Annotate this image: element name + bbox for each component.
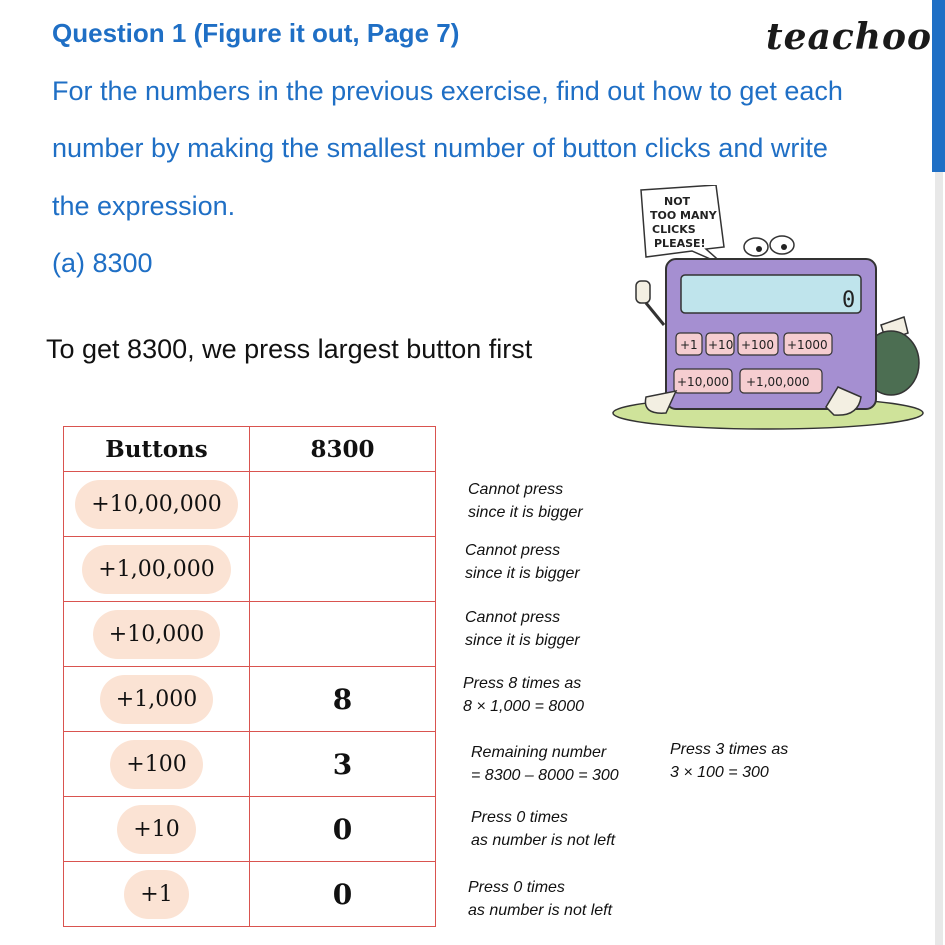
speech-line-3: CLICKS xyxy=(652,223,696,236)
table-row xyxy=(64,667,436,732)
question-heading: Question 1 (Figure it out, Page 7) xyxy=(52,18,460,48)
question-line-3: the expression. xyxy=(52,191,236,221)
note-row-5: Remaining number = 8300 – 8000 = 300 xyxy=(471,744,619,784)
note-row-6: Press 0 times as number is not left xyxy=(471,809,616,849)
calc-key-plus-100000: +1,00,000 xyxy=(746,375,810,389)
intro-text: To get 8300, we press largest button first xyxy=(46,334,533,364)
note-row-1: Cannot press since it is bigger xyxy=(468,481,583,521)
header-buttons: Buttons xyxy=(64,427,250,472)
button-plus-1: +1 xyxy=(124,870,188,919)
button-plus-1000: +1,000 xyxy=(100,675,213,724)
speech-line-4: PLEASE! xyxy=(654,237,706,250)
button-plus-100000: +1,00,000 xyxy=(82,545,230,594)
calc-key-plus-1000: +1000 xyxy=(787,338,828,352)
scrollbar[interactable] xyxy=(931,0,945,945)
count-plus-1000: 8 xyxy=(332,682,353,716)
header-8300: 8300 xyxy=(250,427,436,472)
note-row-4: Press 8 times as 8 × 1,000 = 8000 xyxy=(463,675,584,715)
calc-key-plus-10000: +10,000 xyxy=(677,375,730,389)
button-plus-10000: +10,000 xyxy=(93,610,220,659)
button-plus-10: +10 xyxy=(117,805,195,854)
question-part-a: (a) 8300 xyxy=(52,248,153,278)
speech-line-2: TOO MANY xyxy=(650,209,717,222)
table-header-row xyxy=(64,427,436,472)
count-plus-1: 0 xyxy=(332,877,353,911)
table-row xyxy=(64,732,436,797)
count-plus-100: 3 xyxy=(332,747,353,781)
scrollbar-thumb[interactable] xyxy=(932,0,945,172)
speech-line-1: NOT xyxy=(664,195,691,208)
button-plus-1000000: +10,00,000 xyxy=(75,480,237,529)
question-line-2: number by making the smallest number of button clicks and write xyxy=(52,133,828,163)
table-row xyxy=(64,797,436,862)
button-plus-100: +100 xyxy=(110,740,202,789)
calc-key-plus-10: +10 xyxy=(708,338,734,352)
calculator-display: 0 xyxy=(842,288,856,313)
scrollbar-track[interactable] xyxy=(935,172,943,945)
note-row-7: Press 0 times as number is not left xyxy=(468,879,613,919)
note-row-2: Cannot press since it is bigger xyxy=(465,542,580,582)
question-line-1: For the numbers in the previous exercise, find out how to get each xyxy=(52,76,843,106)
table-row xyxy=(64,537,436,602)
teachoo-logo: teachoo xyxy=(766,16,932,58)
calc-key-plus-100: +100 xyxy=(741,338,774,352)
calc-key-plus-1: +1 xyxy=(680,338,698,352)
buttons-table xyxy=(63,426,436,927)
count-plus-10: 0 xyxy=(332,812,353,846)
table-row xyxy=(64,602,436,667)
note-row-3: Cannot press since it is bigger xyxy=(465,609,580,649)
note-row-5-side: Press 3 times as 3 × 100 = 300 xyxy=(670,741,789,781)
table-row xyxy=(64,472,436,537)
calculator-cartoon xyxy=(606,185,931,435)
table-row xyxy=(64,862,436,927)
